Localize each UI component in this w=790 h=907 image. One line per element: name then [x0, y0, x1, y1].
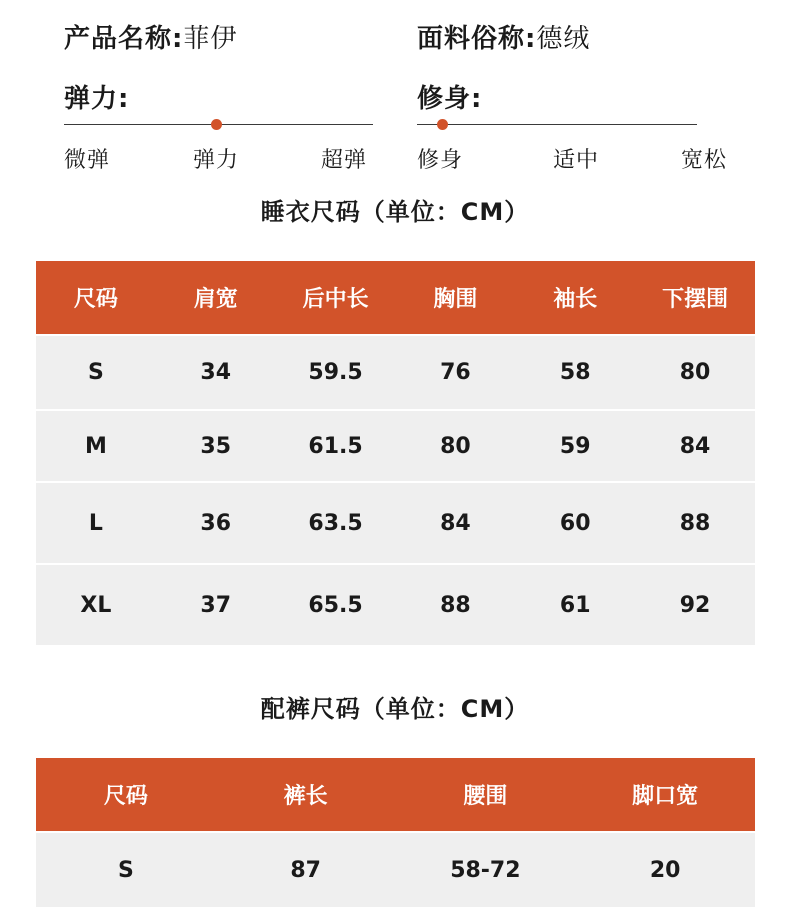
- header-size: 尺码: [36, 261, 156, 335]
- pajama-size-table: [36, 261, 755, 645]
- table-row: [36, 335, 755, 410]
- table-cell: 37: [156, 564, 276, 645]
- table-cell: 59: [515, 410, 635, 482]
- table-cell: 88: [395, 564, 515, 645]
- header-hem: 下摆围: [635, 261, 755, 335]
- fit-tick-slim: 修身: [417, 148, 464, 173]
- table-cell: 92: [635, 564, 755, 645]
- table-cell: S: [36, 335, 156, 410]
- table-row: [36, 832, 755, 907]
- fit-indicator-dot: [437, 119, 448, 130]
- elasticity-label: 弹力:: [64, 84, 130, 114]
- table-cell: XL: [36, 564, 156, 645]
- fabric-name-label: 面料俗称:: [417, 24, 537, 54]
- table-header-row: [36, 758, 755, 832]
- pajama-table-title: 睡衣尺码（单位：CM）: [260, 198, 530, 226]
- table-cell: 88: [635, 482, 755, 564]
- header-leg-opening: 脚口宽: [575, 758, 755, 832]
- elasticity-tick-low: 微弹: [64, 148, 111, 173]
- product-name-label: 产品名称:: [64, 24, 184, 54]
- table-cell: 61: [515, 564, 635, 645]
- table-cell: 34: [156, 335, 276, 410]
- table-cell: L: [36, 482, 156, 564]
- table-cell: 80: [395, 410, 515, 482]
- header-chest: 胸围: [395, 261, 515, 335]
- header-size: 尺码: [36, 758, 216, 832]
- table-cell: 58-72: [396, 832, 576, 907]
- fit-scale-line: [417, 124, 697, 125]
- header-pants-length: 裤长: [216, 758, 396, 832]
- pants-size-table: [36, 758, 755, 907]
- table-row: [36, 564, 755, 645]
- elasticity-indicator-dot: [211, 119, 222, 130]
- header-sleeve-length: 袖长: [515, 261, 635, 335]
- table-cell: 59.5: [276, 335, 396, 410]
- header-waist: 腰围: [396, 758, 576, 832]
- table-cell: 87: [216, 832, 396, 907]
- fabric-name-value: 德绒: [536, 24, 591, 54]
- elasticity-tick-high: 超弹: [321, 148, 368, 173]
- table-cell: 65.5: [276, 564, 396, 645]
- table-cell: 76: [395, 335, 515, 410]
- table-cell: M: [36, 410, 156, 482]
- fabric-name: [417, 18, 590, 55]
- table-cell: 58: [515, 335, 635, 410]
- fit-label: 修身:: [417, 84, 483, 114]
- table-row: [36, 410, 755, 482]
- fit-tick-regular: 适中: [553, 148, 600, 173]
- table-cell: 35: [156, 410, 276, 482]
- table-cell: 61.5: [276, 410, 396, 482]
- table-row: [36, 482, 755, 564]
- table-cell: 80: [635, 335, 755, 410]
- pants-table-title: 配裤尺码（单位：CM）: [260, 695, 530, 723]
- table-cell: S: [36, 832, 216, 907]
- header-shoulder-width: 肩宽: [156, 261, 276, 335]
- header-back-length: 后中长: [276, 261, 396, 335]
- table-cell: 63.5: [276, 482, 396, 564]
- elasticity-tick-mid: 弹力: [193, 148, 240, 173]
- product-name: [64, 18, 237, 55]
- table-cell: 20: [575, 832, 755, 907]
- fit-tick-loose: 宽松: [681, 148, 728, 173]
- product-name-value: 菲伊: [183, 24, 238, 54]
- table-cell: 60: [515, 482, 635, 564]
- table-cell: 36: [156, 482, 276, 564]
- table-cell: 84: [635, 410, 755, 482]
- table-cell: 84: [395, 482, 515, 564]
- table-header-row: [36, 261, 755, 335]
